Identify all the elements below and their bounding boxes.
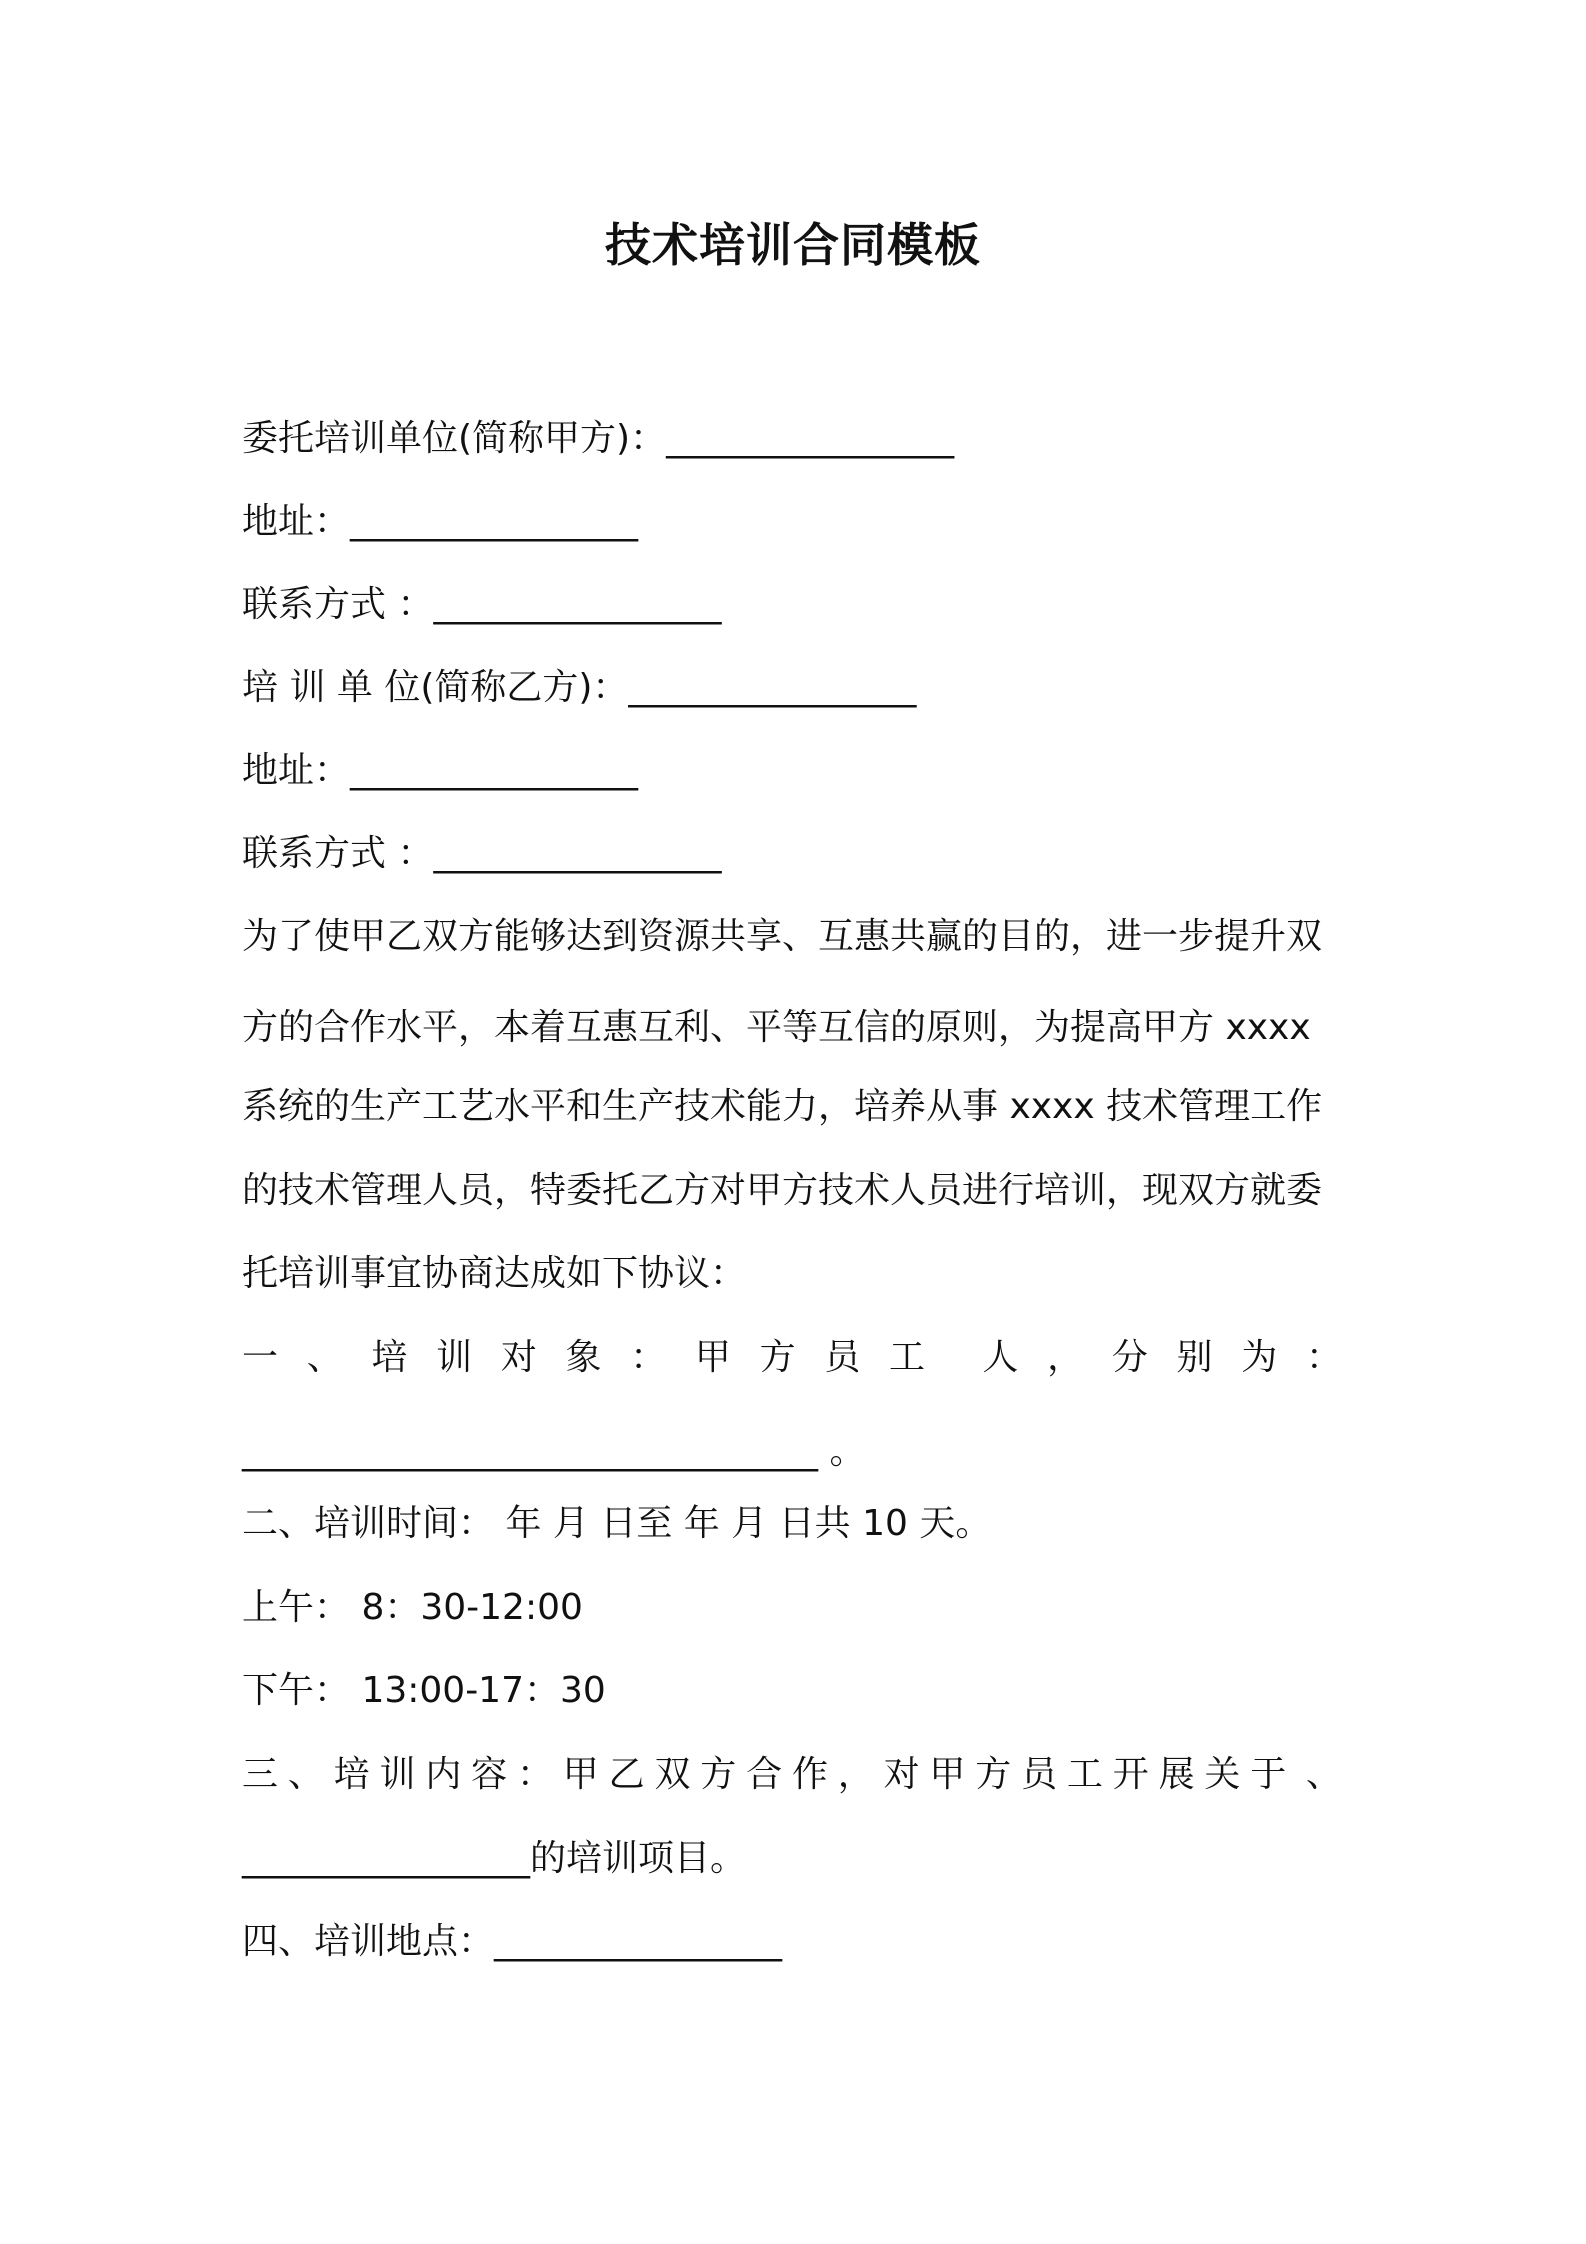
preamble-line-2: 方的合作水平，本着互惠互利、平等互信的原则，为提高甲方 xxxx [242, 1007, 1311, 1048]
trainer-address-line: 地址：________________ [242, 750, 639, 791]
justified-char: 三 [242, 1754, 279, 1795]
justified-char: ： [1305, 1337, 1342, 1378]
justified-char: 于 [1250, 1754, 1287, 1795]
justified-char: 方 [975, 1754, 1012, 1795]
item-four-training-location: 四、培训地点：________________ [242, 1921, 783, 1962]
justified-char: 员 [824, 1337, 861, 1378]
justified-char: 工 [1066, 1754, 1103, 1795]
justified-char: 对 [883, 1754, 920, 1795]
justified-char: 甲 [929, 1754, 966, 1795]
preamble-line-5: 托培训事宜协商达成如下协议： [242, 1253, 747, 1294]
justified-char: ， [837, 1754, 874, 1795]
justified-char: 乙 [608, 1754, 645, 1795]
morning-schedule: 上午： 8：30-12:00 [242, 1587, 583, 1628]
justified-char: 训 [436, 1337, 473, 1378]
justified-char: 方 [700, 1754, 737, 1795]
item-one-trainees [242, 1334, 1342, 1382]
trainer-unit-line: 培 训 单 位(简称乙方)：________________ [242, 667, 917, 708]
justified-char: 、 [1305, 1754, 1342, 1795]
justified-char: 、 [306, 1337, 343, 1378]
justified-char: 为 [1241, 1337, 1278, 1378]
justified-char: 象 [565, 1337, 602, 1378]
justified-char: 训 [379, 1754, 416, 1795]
justified-char: 工 [889, 1337, 926, 1378]
justified-char: 关 [1204, 1754, 1241, 1795]
item-one-blank-line: ________________________________ 。 [242, 1431, 866, 1472]
justified-char: 开 [1112, 1754, 1149, 1795]
justified-char: ， [1047, 1337, 1084, 1378]
justified-char: 员 [1021, 1754, 1058, 1795]
client-contact-line: 联系方式 ：________________ [242, 584, 722, 625]
justified-char: 培 [371, 1337, 408, 1378]
justified-char: 、 [287, 1754, 324, 1795]
justified-char: 甲 [694, 1337, 731, 1378]
justified-char: 容 [471, 1754, 508, 1795]
document-title: 技术培训合同模板 [605, 218, 981, 272]
justified-char: 分 [1111, 1337, 1148, 1378]
item-three-training-content [242, 1751, 1342, 1799]
justified-char: 一 [242, 1337, 279, 1378]
justified-char: 双 [654, 1754, 691, 1795]
justified-char: 人 [982, 1337, 1019, 1378]
justified-char: 作 [791, 1754, 828, 1795]
justified-char: 别 [1176, 1337, 1213, 1378]
justified-char: 方 [759, 1337, 796, 1378]
justified-char: 对 [500, 1337, 537, 1378]
item-three-blank-line: ________________的培训项目。 [242, 1838, 747, 1879]
justified-char: 展 [1158, 1754, 1195, 1795]
justified-char: 培 [333, 1754, 370, 1795]
preamble-line-4: 的技术管理人员，特委托乙方对甲方技术人员进行培训，现双方就委 [242, 1170, 1323, 1211]
item-two-training-time: 二、培训时间： 年 月 日至 年 月 日共 10 天。 [242, 1503, 992, 1544]
afternoon-schedule: 下午： 13:00-17：30 [242, 1670, 606, 1711]
justified-char: ： [630, 1337, 667, 1378]
preamble-line-1: 为了使甲乙双方能够达到资源共享、互惠共赢的目的，进一步提升双 [242, 916, 1323, 957]
justified-char: 内 [425, 1754, 462, 1795]
trainer-contact-line: 联系方式 ：________________ [242, 833, 722, 874]
client-unit-line: 委托培训单位(简称甲方)：________________ [242, 418, 955, 459]
justified-char: 合 [746, 1754, 783, 1795]
client-address-line: 地址：________________ [242, 501, 639, 542]
justified-char: ： [516, 1754, 553, 1795]
preamble-line-3: 系统的生产工艺水平和生产技术能力，培养从事 xxxx 技术管理工作 [242, 1086, 1323, 1127]
justified-char: 甲 [562, 1754, 599, 1795]
